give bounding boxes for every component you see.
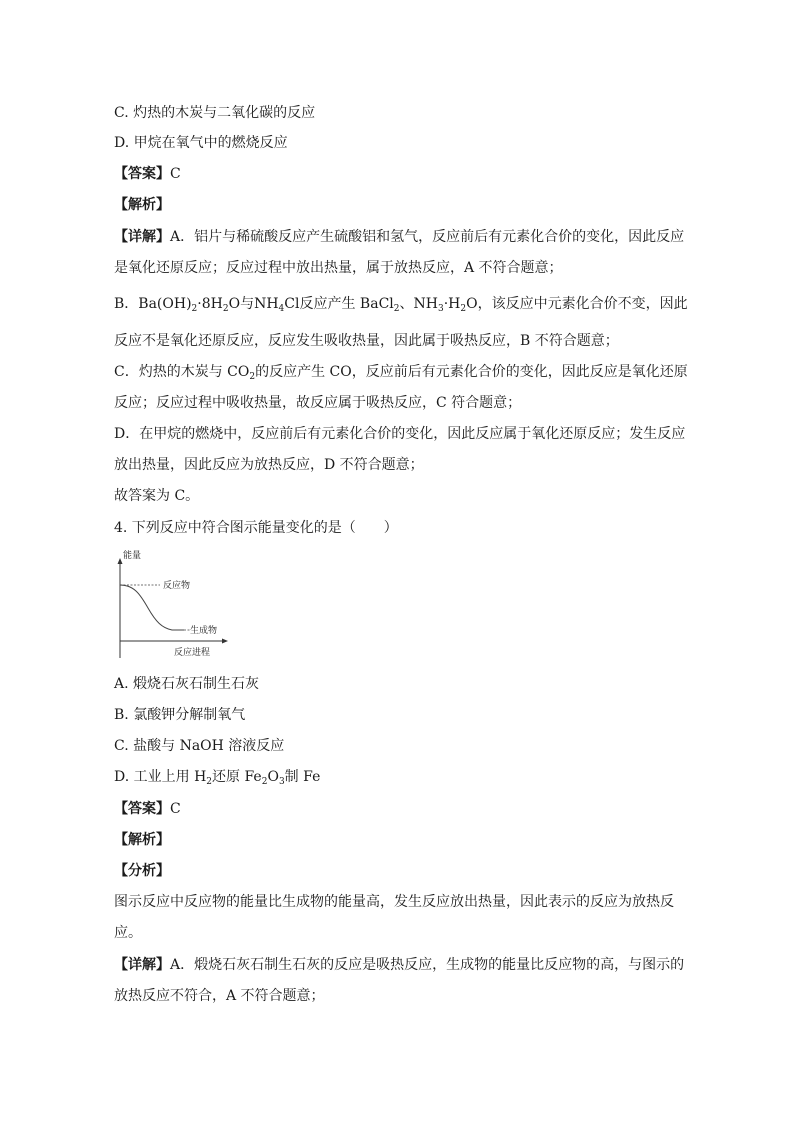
- subscript: 2: [222, 304, 229, 314]
- text: 的反应产生 CO，反应前后有元素化合价的变化，因此反应是氧化还原: [255, 364, 688, 380]
- q3-detail-c-line2: 反应；反应过程中吸收热量，故反应属于吸热反应，C 符合题意；: [114, 395, 522, 411]
- q4-option-b: B. 氯酸钾分解制氧气: [114, 707, 246, 723]
- detail-a-text: A．铝片与稀硫酸反应产生硫酸铝和氢气，反应前后有元素化合价的变化，因此反应: [170, 229, 685, 245]
- formula-baoh2: Ba(OH): [138, 296, 192, 312]
- q4-stem: 4. 下列反应中符合图示能量变化的是（ ）: [114, 520, 398, 536]
- q3-answer: [114, 164, 181, 184]
- text: 反应产生 BaCl: [299, 296, 394, 312]
- subscript: 2: [460, 304, 467, 314]
- subscript: 2: [393, 304, 400, 314]
- subscript: 2: [191, 304, 198, 314]
- answer-value: C: [170, 801, 181, 817]
- q3-detail-d-line2: 放出热量，因此反应为放热反应，D 不符合题意；: [114, 457, 424, 473]
- detail-tag: 【详解】: [114, 229, 170, 245]
- q4-option-d: [114, 767, 320, 787]
- text: O: [267, 769, 279, 785]
- formula-h2o: ·8H: [197, 296, 223, 312]
- q4-fenxi-line1: 图示反应中反应物的能量比生成物的能量高，发生反应放出热量，因此表示的反应为放热反: [114, 894, 674, 910]
- energy-diagram: [112, 548, 230, 663]
- text: O，该反应中元素化合价不变，因此: [466, 296, 688, 312]
- q3-option-c: C. 灼热的木炭与二氧化碳的反应: [114, 105, 316, 121]
- subscript: 2: [261, 777, 268, 787]
- x-axis-arrow-icon: [222, 639, 228, 644]
- q4-detail-a-line2: 放热反应不符合，A 不符合题意；: [114, 988, 325, 1004]
- detail-b-prefix: B．: [114, 296, 139, 312]
- y-axis-label: 能量: [123, 551, 142, 561]
- subscript: 3: [278, 777, 285, 787]
- energy-curve: [120, 585, 184, 630]
- q3-detail-b-line2: 反应不是氧化还原反应，反应发生吸收热量，因此属于吸热反应，B 不符合题意；: [114, 333, 619, 349]
- formula-nh: NH: [254, 296, 279, 312]
- answer-tag: 【答案】: [114, 166, 170, 182]
- q3-option-d: D. 甲烷在氧气中的燃烧反应: [114, 135, 288, 151]
- q3-detail-b-line1: [114, 294, 688, 314]
- q4-fenxi-line2: 应。: [114, 925, 142, 941]
- detail-a-text: A．煅烧石灰石制生石灰的反应是吸热反应，生成物的能量比反应物的高，与图示的: [170, 957, 685, 973]
- q3-conclusion: 故答案为 C。: [114, 488, 200, 504]
- x-axis-label: 反应进程: [174, 648, 211, 658]
- q3-detail-a-line1: [114, 227, 684, 247]
- subscript: 4: [278, 304, 285, 314]
- text: C．灼热的木炭与 CO: [114, 364, 250, 380]
- text: 还原 Fe: [212, 769, 262, 785]
- subscript: 2: [249, 372, 256, 382]
- answer-tag: 【答案】: [114, 801, 170, 817]
- answer-value: C: [170, 166, 181, 182]
- text-with: 与: [240, 296, 255, 312]
- y-axis-arrow-icon: [118, 558, 123, 564]
- q4-answer: [114, 799, 181, 819]
- subscript: 3: [437, 304, 444, 314]
- q4-detail-a-line1: [114, 955, 684, 975]
- q4-option-a: A. 煅烧石灰石制生石灰: [114, 676, 260, 692]
- q4-fenxi-tag: 【分析】: [114, 863, 170, 879]
- text: 、NH: [399, 296, 438, 312]
- subscript: 2: [206, 777, 213, 787]
- formula-o: O: [228, 296, 241, 312]
- text: ·H: [443, 296, 461, 312]
- reactant-label: 反应物: [163, 581, 191, 591]
- q3-analysis-tag: 【解析】: [114, 197, 170, 213]
- q4-analysis-tag: 【解析】: [114, 832, 170, 848]
- detail-tag: 【详解】: [114, 957, 170, 973]
- q4-option-c: C. 盐酸与 NaOH 溶液反应: [114, 738, 285, 754]
- q3-detail-c-line1: [114, 362, 688, 382]
- q3-detail-d-line1: D．在甲烷的燃烧中，反应前后有元素化合价的变化，因此反应属于氧化还原反应；发生反应: [114, 426, 686, 442]
- text: D. 工业上用 H: [114, 769, 207, 785]
- q3-detail-a-line2: 是氧化还原反应；反应过程中放出热量，属于放热反应，A 不符合题意；: [114, 260, 563, 276]
- formula-cl: Cl: [284, 296, 300, 312]
- product-label: 生成物: [190, 626, 218, 636]
- text: 制 Fe: [284, 769, 321, 785]
